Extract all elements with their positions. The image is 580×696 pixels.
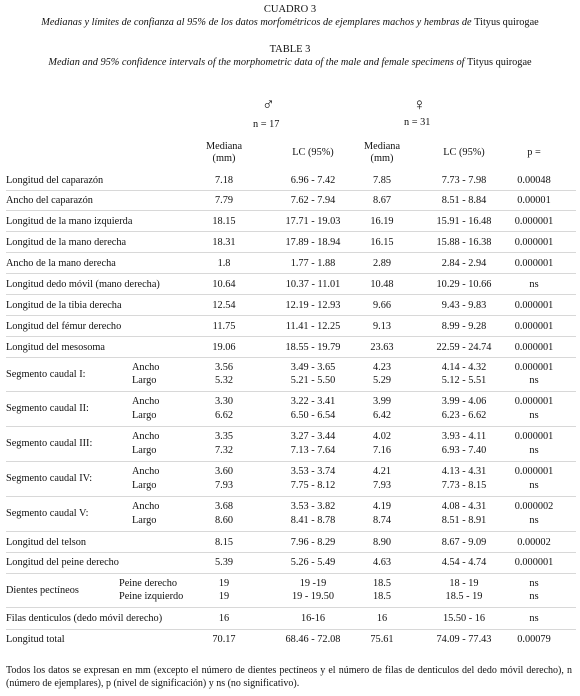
p-value: 0.00079 [517,634,551,645]
female-median: 23.63 [370,342,394,353]
row-label: Segmento caudal V: [6,508,89,519]
male-median: 7.79 [214,195,234,206]
female-median: 7.85 [372,175,392,186]
female-median: 75.61 [370,634,394,645]
male-median: 5.32 [214,375,234,386]
male-median: 3.56 [214,362,234,373]
p-value: 0.000001 [514,342,554,353]
row-divider [6,391,576,392]
p-value: ns [529,445,539,456]
female-median: 9.13 [372,321,392,332]
species-name-en: Tityus quirogae [467,57,532,68]
sub-label: Ancho [132,431,160,442]
p-value: ns [529,375,539,386]
female-lc: 10.29 - 10.66 [436,279,492,290]
row-label: Longitud del telson [6,537,87,548]
male-median: 7.93 [214,480,234,491]
female-median: 9.66 [372,300,392,311]
row-divider [6,496,576,497]
row-label: Longitud de la mano derecha [6,237,127,248]
female-lc: 22.59 - 24.74 [436,342,492,353]
female-lc: 2.84 - 2.94 [441,258,487,269]
row-divider [6,336,576,337]
female-median-header-1: Mediana [363,141,401,152]
p-value: ns [529,410,539,421]
row-divider [6,252,576,253]
male-lc: 6.96 - 7.42 [290,175,336,186]
male-lc: 16-16 [300,613,326,624]
row-divider [6,294,576,295]
male-median: 8.60 [214,515,234,526]
male-lc: 3.53 - 3.82 [290,501,336,512]
female-median: 4.23 [372,362,392,373]
male-median: 1.8 [217,258,231,269]
male-median: 5.39 [214,557,234,568]
row-divider [6,461,576,462]
male-lc-header: LC (95%) [292,147,334,158]
row-divider [6,573,576,574]
male-lc: 68.46 - 72.08 [285,634,341,645]
p-value: 0.000001 [514,466,554,477]
female-median: 4.02 [372,431,392,442]
male-median: 16 [218,613,230,624]
row-label: Longitud dedo móvil (mano derecha) [6,279,160,290]
female-lc: 6.23 - 6.62 [441,410,487,421]
male-median: 12.54 [212,300,236,311]
p-value: 0.00001 [517,195,551,206]
sub-label: Ancho [132,501,160,512]
table-subtitle-es [0,17,580,28]
row-label: Ancho de la mano derecha [6,258,116,269]
female-median: 3.99 [372,396,392,407]
female-lc: 18 - 19 [449,578,479,589]
p-value: ns [529,480,539,491]
female-median: 16.15 [370,237,394,248]
female-lc: 5.12 - 5.51 [441,375,487,386]
row-divider [6,552,576,553]
p-value: 0.00048 [517,175,551,186]
female-lc: 8.51 - 8.91 [441,515,487,526]
sub-label: Largo [132,515,157,526]
male-median: 3.30 [214,396,234,407]
female-lc: 4.08 - 4.31 [441,501,487,512]
p-value: 0.000001 [514,258,554,269]
male-median: 7.32 [214,445,234,456]
male-median: 70.17 [212,634,236,645]
table-title-en: TABLE 3 [269,44,311,55]
male-median: 18.31 [212,237,236,248]
female-median: 7.93 [372,480,392,491]
female-median: 4.19 [372,501,392,512]
p-value: 0.000002 [514,501,554,512]
male-lc: 17.71 - 19.03 [285,216,341,227]
female-lc: 9.43 - 9.83 [441,300,487,311]
male-lc: 3.49 - 3.65 [290,362,336,373]
p-value: ns [529,279,539,290]
row-divider [6,629,576,630]
male-median: 7.18 [214,175,234,186]
male-lc: 11.41 - 12.25 [285,321,341,332]
female-median: 8.74 [372,515,392,526]
female-lc: 4.13 - 4.31 [441,466,487,477]
female-lc: 3.99 - 4.06 [441,396,487,407]
male-lc: 7.96 - 8.29 [290,537,336,548]
female-lc: 15.50 - 16 [442,613,486,624]
female-median: 5.29 [372,375,392,386]
male-median: 3.35 [214,431,234,442]
female-symbol-icon: ♀ [413,95,426,114]
p-value: 0.000001 [514,396,554,407]
table-title-es: CUADRO 3 [263,4,317,15]
male-lc: 5.21 - 5.50 [290,375,336,386]
row-divider [6,231,576,232]
male-symbol-icon: ♂ [262,95,275,114]
female-median: 10.48 [370,279,394,290]
female-median: 18.5 [372,578,392,589]
male-lc: 12.19 - 12.93 [285,300,341,311]
female-median: 7.16 [372,445,392,456]
male-lc: 10.37 - 11.01 [285,279,341,290]
sub-label: Largo [132,410,157,421]
row-divider [6,357,576,358]
row-label: Segmento caudal II: [6,403,89,414]
sub-label: Ancho [132,466,160,477]
male-lc: 18.55 - 19.79 [285,342,341,353]
female-lc: 7.73 - 8.15 [441,480,487,491]
row-label: Segmento caudal IV: [6,473,93,484]
p-value: ns [529,613,539,624]
male-median-header-1: Mediana [205,141,243,152]
male-lc: 3.53 - 3.74 [290,466,336,477]
female-lc: 8.67 - 9.09 [441,537,487,548]
male-lc: 7.13 - 7.64 [290,445,336,456]
male-median-header-2: (mm) [212,153,236,164]
row-label: Longitud de la mano izquierda [6,216,133,227]
female-n: n = 31 [404,117,431,128]
sub-label: Largo [132,480,157,491]
female-median: 18.5 [372,591,392,602]
female-lc: 7.73 - 7.98 [441,175,487,186]
female-median: 2.89 [372,258,392,269]
p-value: ns [529,591,539,602]
female-median: 16.19 [370,216,394,227]
row-divider [6,210,576,211]
male-median: 19.06 [212,342,236,353]
p-value: 0.000001 [514,321,554,332]
male-lc: 19 -19 [299,578,327,589]
male-lc: 6.50 - 6.54 [290,410,336,421]
male-lc: 7.62 - 7.94 [290,195,336,206]
male-lc: 3.22 - 3.41 [290,396,336,407]
male-median: 18.15 [212,216,236,227]
female-median-header-2: (mm) [370,153,394,164]
sub-label: Peine izquierdo [119,591,184,602]
male-lc: 5.26 - 5.49 [290,557,336,568]
row-divider [6,315,576,316]
row-divider [6,190,576,191]
table-footnote: Todos los datos se expresan en mm (excepto el número de dientes pectíneos y el número de filas de denticulos del dedo móvil derecho), n (número de ejemplares), p (nivel de significación) y ns (no significativo). [6,665,572,689]
row-divider [6,426,576,427]
female-lc: 4.54 - 4.74 [441,557,487,568]
row-divider [6,273,576,274]
row-label: Longitud del fémur derecho [6,321,122,332]
male-n: n = 17 [253,119,280,130]
female-lc: 8.51 - 8.84 [441,195,487,206]
male-median: 19 [218,591,230,602]
row-label: Segmento caudal III: [6,438,93,449]
female-median: 4.63 [372,557,392,568]
female-lc-header: LC (95%) [443,147,485,158]
female-lc: 15.91 - 16.48 [436,216,492,227]
male-median: 6.62 [214,410,234,421]
row-label: Segmento caudal I: [6,369,86,380]
female-lc: 74.09 - 77.43 [436,634,492,645]
female-median: 8.67 [372,195,392,206]
male-median: 11.75 [212,321,236,332]
male-median: 3.60 [214,466,234,477]
female-lc: 18.5 - 19 [445,591,483,602]
female-lc: 15.88 - 16.38 [436,237,492,248]
row-label: Longitud del mesosoma [6,342,105,353]
p-value: 0.00002 [517,537,551,548]
p-header: p = [527,147,541,158]
p-value: ns [529,515,539,526]
row-label: Longitud de la tibia derecha [6,300,122,311]
sub-label: Largo [132,375,157,386]
p-value: 0.000001 [514,431,554,442]
subtitle-en-text: Median and 95% confidence intervals of the morphometric data of the male and female specimens of [48,57,468,68]
sub-label: Peine derecho [119,578,178,589]
p-value: ns [529,578,539,589]
p-value: 0.000001 [514,362,554,373]
male-lc: 19 - 19.50 [291,591,335,602]
sub-label: Ancho [132,362,160,373]
male-lc: 7.75 - 8.12 [290,480,336,491]
female-lc: 4.14 - 4.32 [441,362,487,373]
row-label: Longitud del peine derecho [6,557,119,568]
sub-label: Ancho [132,396,160,407]
species-name-es: Tityus quirogae [474,17,539,28]
female-lc: 8.99 - 9.28 [441,321,487,332]
male-median: 8.15 [214,537,234,548]
male-median: 19 [218,578,230,589]
female-median: 6.42 [372,410,392,421]
male-lc: 17.89 - 18.94 [285,237,341,248]
row-divider [6,607,576,608]
p-value: 0.000001 [514,557,554,568]
row-label: Longitud del caparazón [6,175,104,186]
p-value: 0.000001 [514,237,554,248]
male-lc: 1.77 - 1.88 [290,258,336,269]
male-median: 10.64 [212,279,236,290]
p-value: 0.000001 [514,216,554,227]
female-median: 8.90 [372,537,392,548]
male-median: 3.68 [214,501,234,512]
female-median: 16 [376,613,388,624]
row-divider [6,531,576,532]
female-lc: 6.93 - 7.40 [441,445,487,456]
female-median: 4.21 [372,466,392,477]
table-subtitle-en [0,57,580,68]
row-label: Longitud total [6,634,65,645]
sub-label: Largo [132,445,157,456]
row-label: Filas denticulos (dedo móvil derecho) [6,613,163,624]
subtitle-es-text: Medianas y límites de confianza al 95% de los datos morfométricos de ejemplares machos y hembras de [41,17,475,28]
row-label: Ancho del caparazón [6,195,93,206]
p-value: 0.000001 [514,300,554,311]
female-lc: 3.93 - 4.11 [441,431,487,442]
row-label: Dientes pectíneos [6,585,79,596]
male-lc: 3.27 - 3.44 [290,431,336,442]
male-lc: 8.41 - 8.78 [290,515,336,526]
